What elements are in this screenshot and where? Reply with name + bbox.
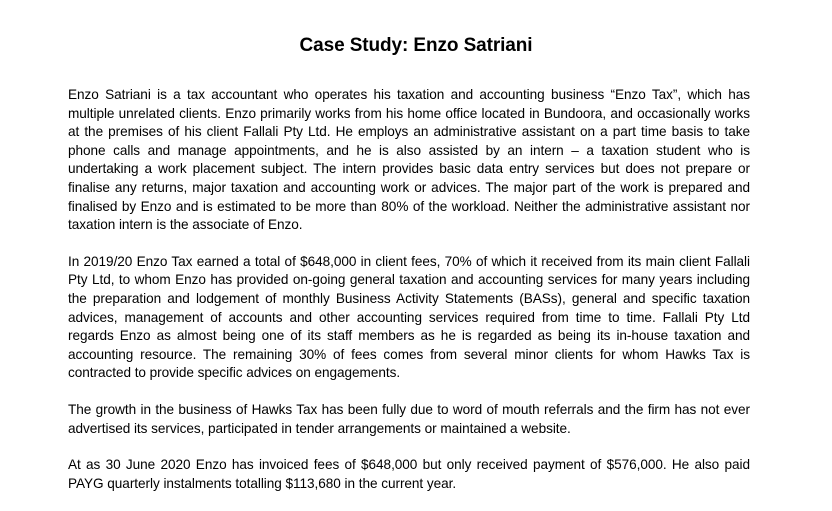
paragraph-4: At as 30 June 2020 Enzo has invoiced fees of $648,000 but only received payment of $576,000. He also paid PAYG quarterly instalments totalling $113,680 in the current year.	[68, 457, 750, 491]
paragraph-1: Enzo Satriani is a tax accountant who operates his taxation and accounting business “Enzo Tax”, which has multiple unrelated clients. Enzo primarily works from his home office located in Bundoora, and occasionally works at the premises of his client Fallali Pty Ltd. He employs an administrative assistant on a part time basis to take phone calls and manage appointments, and he is also assisted by an intern – a taxation student who is undertaking a work placement subject. The intern provides basic data entry services but does not prepare or finalise any returns, major taxation and accounting work or advices. The major part of the work is prepared and finalised by Enzo and is estimated to be more than 80% of the workload. Neither the administrative assistant nor taxation intern is the associate of Enzo.	[68, 87, 750, 233]
paragraph-3: The growth in the business of Hawks Tax has been fully due to word of mouth referrals and the firm has not ever advertised its services, participated in tender arrangements or maintained a website.	[68, 401, 750, 436]
paragraph-2: In 2019/20 Enzo Tax earned a total of $648,000 in client fees, 70% of which it received from its main client Fallali Pty Ltd, to whom Enzo has provided on-going general taxation and accounting services for many years including the preparation and lodgement of monthly Business Activity Statements (BASs), general and specific taxation advices, management of accounts and other accounting services required from time to time. Fallali Pty Ltd regards Enzo as almost being one of its staff members as he is regarded as being its in-house taxation and accounting resource. The remaining 30% of fees comes from several minor clients for whom Hawks Tax is contracted to provide specific advices on engagements.	[68, 253, 750, 381]
document-body	[68, 86, 750, 511]
document-title: Case Study: Enzo Satriani	[299, 35, 533, 56]
